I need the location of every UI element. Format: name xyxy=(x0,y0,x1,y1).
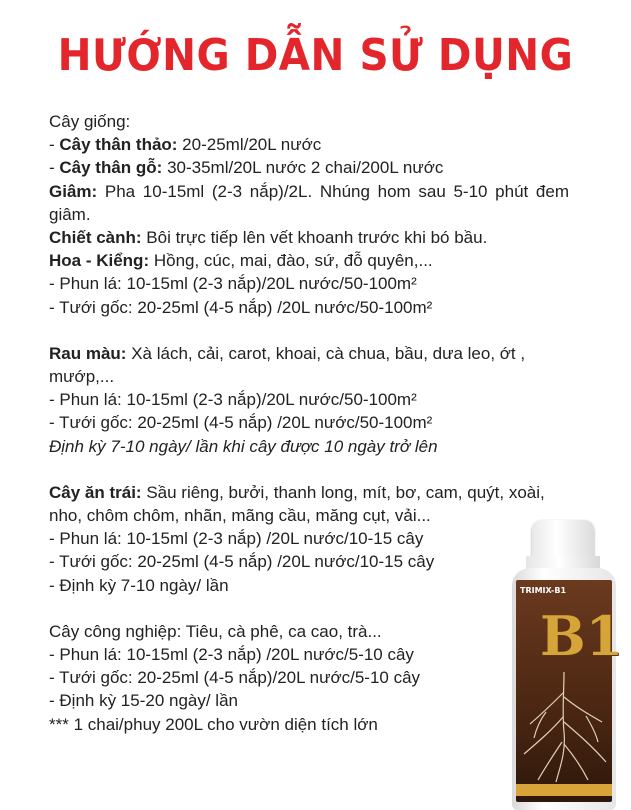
fruit-trees-text: Sầu riêng, bưởi, thanh long, mít, bơ, cam, quýt, xoài, nho, chôm chôm, nhãn, mãng cầu, măng cụt, vải... xyxy=(49,482,545,526)
vegetables-line xyxy=(49,342,569,388)
vegetables-root: - Tưới gốc: 20-25ml (4-5 nắp) /20L nước/50-100m² xyxy=(49,413,433,433)
herb-text: 20-25ml/20L nước xyxy=(177,135,322,155)
seedlings-herb-line: - Cây thân thảo: 20-25ml/20L nước xyxy=(49,135,322,155)
roots-illustration xyxy=(516,672,612,782)
fruit-trees-root: - Tưới gốc: 20-25ml (4-5 nắp) /20L nước/10-15 cây xyxy=(49,552,435,572)
vegetables-text: Xà lách, cải, carot, khoai, cà chua, bầu, dưa leo, ớt , mướp,... xyxy=(49,343,526,387)
cutting-text: Pha 10-15ml (2-3 nắp)/2L. Nhúng hom sau 5-10 phút đem giâm. xyxy=(49,181,569,224)
bottle-band xyxy=(516,784,612,796)
cutting-line xyxy=(49,180,569,226)
layering-label: Chiết cành: xyxy=(49,228,142,248)
cutting-label: Giâm: xyxy=(49,181,98,201)
flowers-root: - Tưới gốc: 20-25ml (4-5 nắp) /20L nước/50-100m² xyxy=(49,297,433,317)
seedlings-heading: Cây giống: xyxy=(49,112,131,131)
industrial-spray: - Phun lá: 10-15ml (2-3 nắp) /20L nước/5-10 cây xyxy=(49,645,414,665)
instructions-body xyxy=(49,110,569,736)
industrial-root: - Tưới gốc: 20-25ml (4-5 nắp)/20L nước/5-10 cây xyxy=(49,668,421,688)
vegetables-spray: - Phun lá: 10-15ml (2-3 nắp)/20L nước/50-100m² xyxy=(49,390,417,410)
bottle-b1-mark: B1 xyxy=(540,604,624,668)
fruit-trees-spray: - Phun lá: 10-15ml (2-3 nắp) /20L nước/10-15 cây xyxy=(49,529,424,549)
layering-line xyxy=(49,226,569,249)
flowers-text: Hồng, cúc, mai, đào, sứ, đỗ quyên,... xyxy=(149,251,433,271)
product-bottle-image xyxy=(508,520,624,810)
layering-text: Bôi trực tiếp lên vết khoanh trước khi bó bầu. xyxy=(141,228,488,248)
woody-label: Cây thân gỗ: xyxy=(59,158,163,178)
flowers-label: Hoa - Kiểng: xyxy=(49,251,150,271)
industrial-note: *** 1 chai/phuy 200L cho vườn diện tích lớn xyxy=(49,714,378,734)
flowers-line xyxy=(49,249,569,272)
woody-text: 30-35ml/20L nước 2 chai/200L nước xyxy=(162,158,444,178)
bottle-label xyxy=(516,580,624,802)
vegetables-period: Định kỳ 7-10 ngày/ lần khi cây được 10 ngày trở lên xyxy=(49,436,438,456)
bottle-cap xyxy=(532,520,594,560)
herb-label: Cây thân thảo: xyxy=(59,135,178,155)
bottle-brand: TRIMIX-B1 xyxy=(520,586,567,595)
vegetables-label: Rau màu: xyxy=(49,343,127,363)
fruit-trees-line xyxy=(49,481,569,527)
industrial-period: - Định kỳ 15-20 ngày/ lần xyxy=(49,691,238,711)
fruit-trees-period: - Định kỳ 7-10 ngày/ lần xyxy=(49,575,229,595)
fruit-trees-label: Cây ăn trái: xyxy=(49,482,142,502)
flowers-spray: - Phun lá: 10-15ml (2-3 nắp)/20L nước/50-100m² xyxy=(49,274,417,294)
industrial-heading: Cây công nghiệp: Tiêu, cà phê, ca cao, trà... xyxy=(49,621,382,641)
page-title: HƯỚNG DẪN SỬ DỤNG xyxy=(57,30,574,81)
seedlings-woody-line: - Cây thân gỗ: 30-35ml/20L nước 2 chai/200L nước xyxy=(49,158,444,178)
